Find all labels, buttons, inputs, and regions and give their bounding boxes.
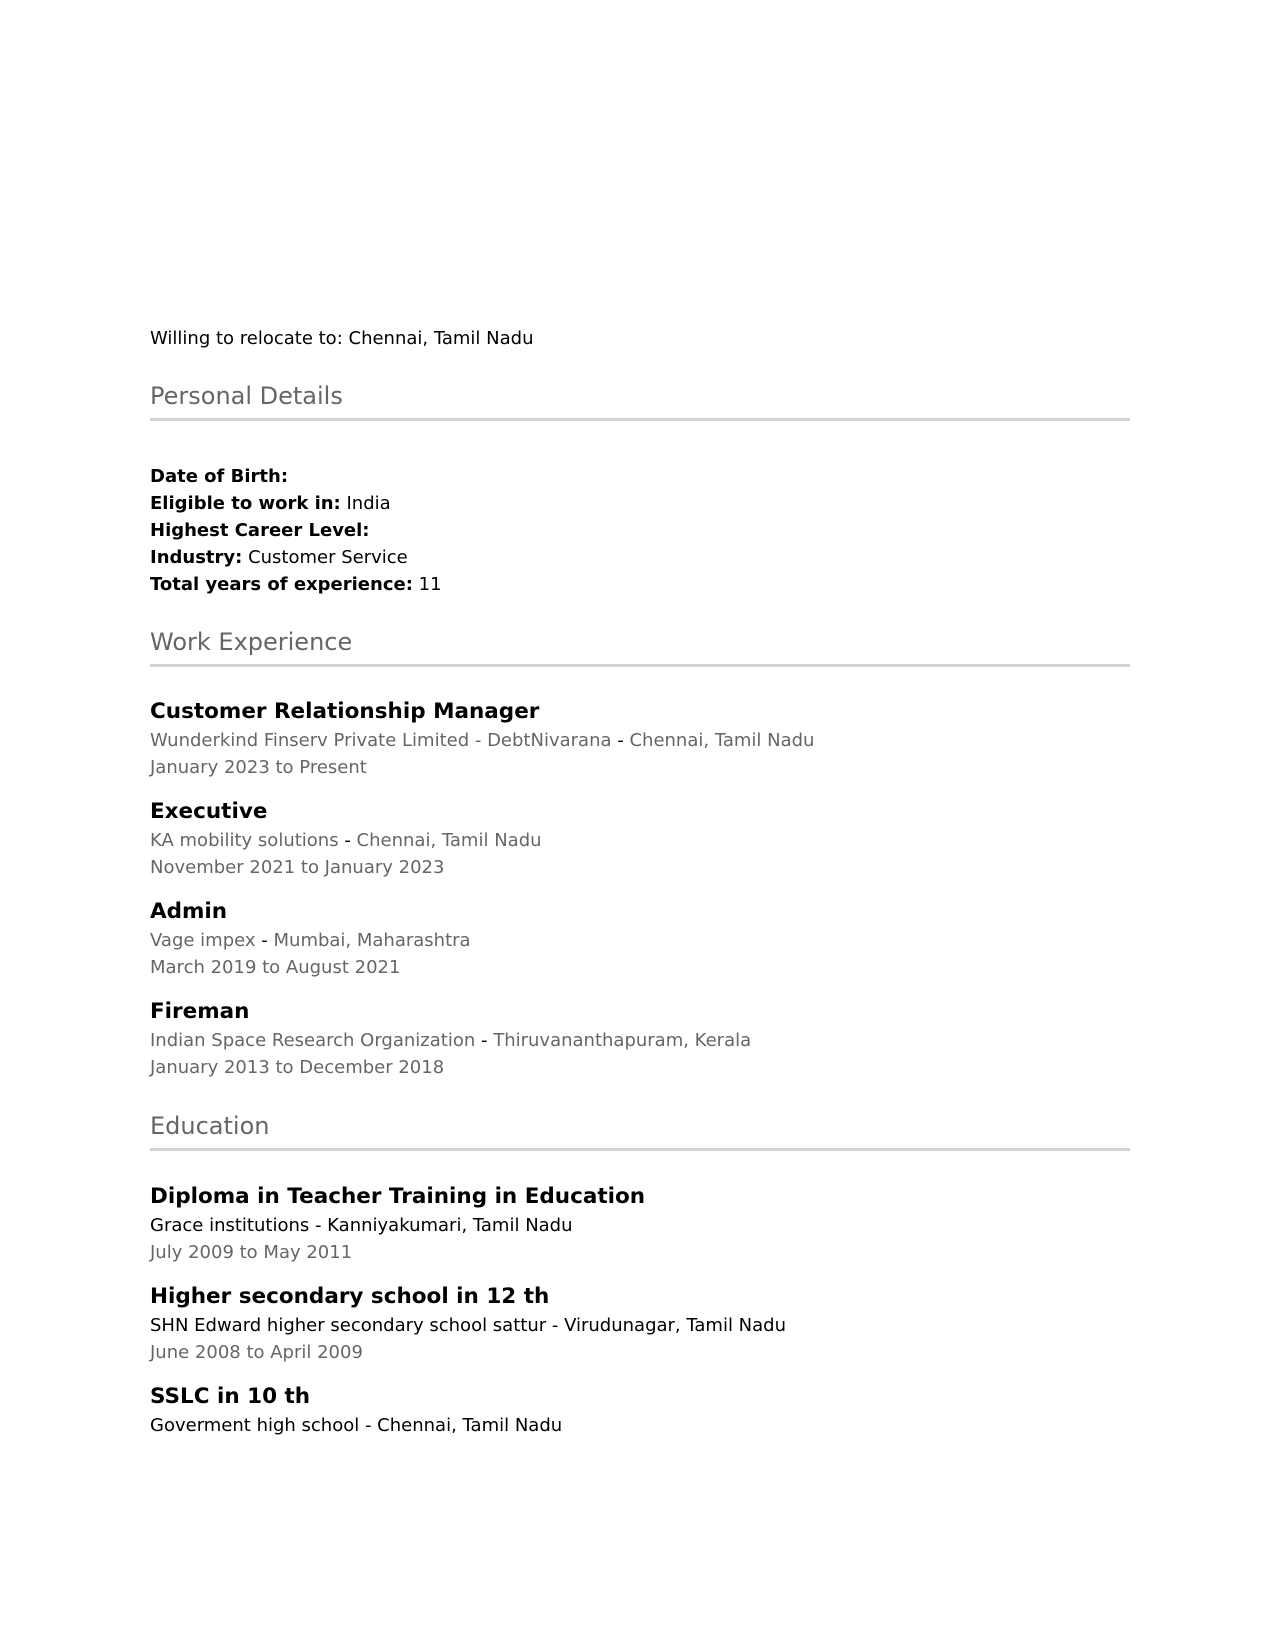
section-title-personal-details: Personal Details: [150, 380, 1130, 421]
job-dates: November 2021 to January 2023: [150, 857, 445, 878]
pd-row-eligible-to-work: [150, 490, 442, 517]
pd-value: India: [346, 493, 391, 514]
education-entry: [150, 1282, 786, 1366]
job-company: Wunderkind Finserv Private Limited - DebtNivarana: [150, 730, 612, 751]
job-company-line: Indian Space Research Organization - Thiruvananthapuram, Kerala: [150, 1030, 752, 1051]
job-dates: January 2013 to December 2018: [150, 1057, 445, 1078]
job-location: Thiruvananthapuram, Kerala: [493, 1030, 752, 1051]
education-degree: Higher secondary school in 12 th: [150, 1284, 550, 1309]
job-company: Indian Space Research Organization: [150, 1030, 476, 1051]
education-school: SHN Edward higher secondary school sattur - Virudunagar, Tamil Nadu: [150, 1315, 787, 1336]
pd-row-date-of-birth: [150, 463, 442, 490]
education-degree: Diploma in Teacher Training in Education: [150, 1184, 646, 1209]
pd-key: Total years of experience:: [150, 574, 413, 595]
pd-value: 11: [418, 574, 442, 595]
job-title: Customer Relationship Manager: [150, 699, 540, 724]
education-degree: SSLC in 10 th: [150, 1384, 311, 1409]
job-location: Chennai, Tamil Nadu: [629, 730, 815, 751]
job-location: Chennai, Tamil Nadu: [356, 830, 542, 851]
job-company: KA mobility solutions: [150, 830, 339, 851]
education-entry: [150, 1182, 645, 1266]
education-dates: June 2008 to April 2009: [150, 1342, 363, 1363]
relocate-value: Chennai, Tamil Nadu: [348, 328, 534, 349]
job-dates: January 2023 to Present: [150, 757, 367, 778]
pd-row-total-experience: [150, 571, 442, 598]
job-dates: March 2019 to August 2021: [150, 957, 401, 978]
relocate-label: Willing to relocate to:: [150, 328, 343, 349]
job-company-line: Vage impex - Mumbai, Maharashtra: [150, 930, 471, 951]
job-company: Vage impex: [150, 930, 256, 951]
education-school: Grace institutions - Kanniyakumari, Tamil Nadu: [150, 1215, 573, 1236]
job-location: Mumbai, Maharashtra: [273, 930, 471, 951]
job-title: Admin: [150, 899, 228, 924]
job-title: Executive: [150, 799, 268, 824]
pd-row-career-level: [150, 517, 442, 544]
job-company-line: Wunderkind Finserv Private Limited - DebtNivarana - Chennai, Tamil Nadu: [150, 730, 815, 751]
pd-row-industry: [150, 544, 442, 571]
job-entry: [150, 797, 542, 881]
relocate-line: [150, 326, 533, 352]
pd-value: Customer Service: [248, 547, 408, 568]
education-school: Goverment high school - Chennai, Tamil Nadu: [150, 1415, 563, 1436]
personal-details-list: [150, 463, 442, 598]
job-entry: [150, 997, 751, 1081]
section-title-education: Education: [150, 1110, 1130, 1151]
education-entry: [150, 1382, 562, 1439]
pd-key: Industry:: [150, 547, 243, 568]
job-entry: [150, 897, 471, 981]
section-title-work-experience: Work Experience: [150, 626, 1130, 667]
education-dates: July 2009 to May 2011: [150, 1242, 353, 1263]
pd-key: Eligible to work in:: [150, 493, 341, 514]
job-title: Fireman: [150, 999, 250, 1024]
pd-key: Highest Career Level:: [150, 520, 370, 541]
pd-key: Date of Birth:: [150, 466, 289, 487]
job-company-line: KA mobility solutions - Chennai, Tamil Nadu: [150, 830, 542, 851]
job-entry: [150, 697, 814, 781]
